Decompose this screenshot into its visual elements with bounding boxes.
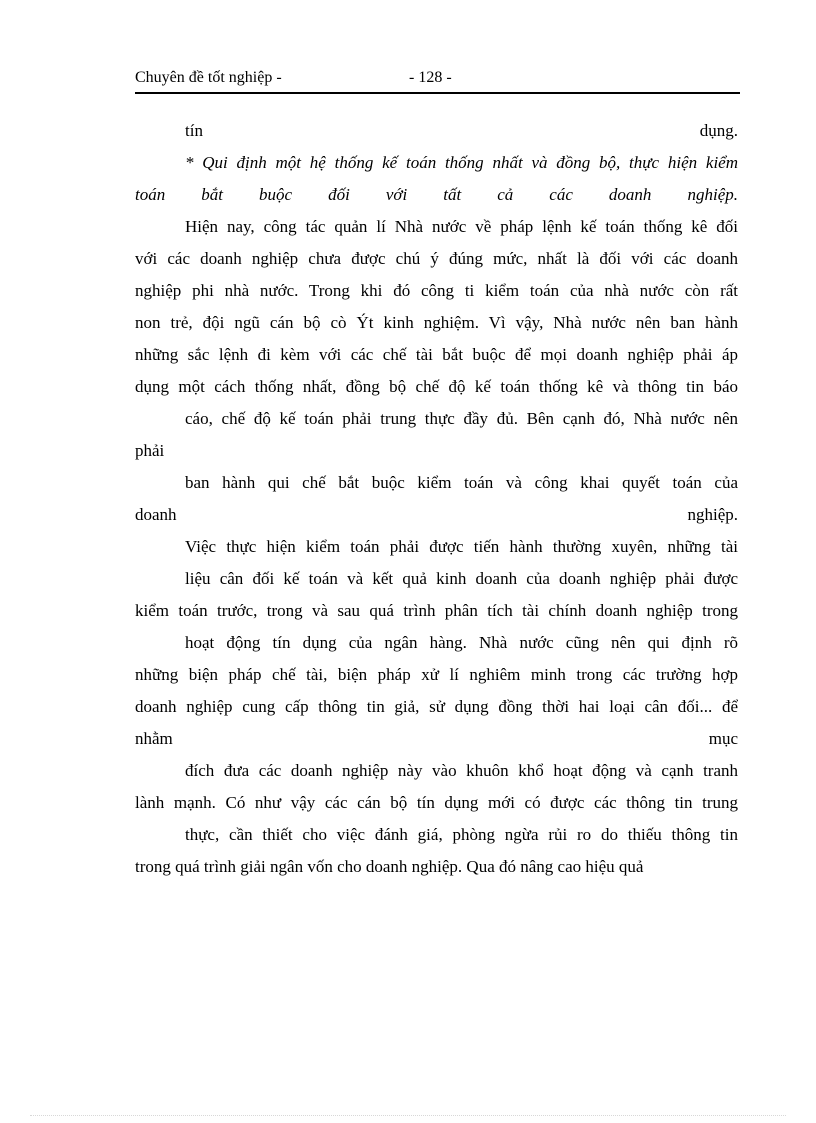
text-line: Việc thực hiện kiểm toán phải được tiến hành thường xuyên, những tài xyxy=(185,537,738,556)
text-line: doanh nghiệp cung cấp thông tin giả, sử dụng đồng thời hai loại cân đối... để xyxy=(135,697,738,716)
text-line: trong quá trình giải ngân vốn cho doanh nghiệp. Qua đó nâng cao hiệu quả xyxy=(135,857,644,876)
text-line xyxy=(135,115,738,147)
text-line: phải xyxy=(135,441,165,460)
text-line: liệu cân đối kế toán và kết quả kinh doanh của doanh nghiệp phải được xyxy=(185,569,738,588)
text-line xyxy=(135,723,738,755)
text-line: non trẻ, đội ngũ cán bộ cò Ýt kinh nghiệm. Vì vậy, Nhà nước nên ban hành xyxy=(135,313,738,332)
footer-divider xyxy=(30,1115,786,1116)
text-line: ban hành qui chế bắt buộc kiểm toán và công khai quyết toán của xyxy=(185,473,738,492)
text-line: kiểm toán trước, trong và sau quá trình phân tích tài chính doanh nghiệp trong xyxy=(135,601,738,620)
document-body xyxy=(135,115,738,883)
text-line: những sắc lệnh đi kèm với các chế tài bắt buộc để mọi doanh nghiệp phải áp xyxy=(135,345,738,364)
page-header xyxy=(135,66,740,94)
word-right: dụng. xyxy=(699,121,738,140)
text-line: nghiệp phi nhà nước. Trong khi đó công ti kiểm toán của nhà nước còn rất xyxy=(135,281,738,300)
text-line: dụng một cách thống nhất, đồng bộ chế độ kế toán thống kê và thông tin báo xyxy=(135,377,738,396)
text-line: hoạt động tín dụng của ngân hàng. Nhà nước cũng nên qui định rõ xyxy=(185,633,738,652)
page-number: - 128 - xyxy=(409,69,452,86)
header-title: Chuyên đề tốt nghiệp - xyxy=(135,69,282,86)
text-line: cáo, chế độ kế toán phải trung thực đầy đủ. Bên cạnh đó, Nhà nước nên xyxy=(185,409,738,428)
text-line: thực, cần thiết cho việc đánh giá, phòng ngừa rủi ro do thiếu thông tin xyxy=(185,825,738,844)
word-left: doanh xyxy=(135,505,177,524)
text-line: * Qui định một hệ thống kế toán thống nhất và đồng bộ, thực hiện kiểm xyxy=(185,153,738,172)
text-line: với các doanh nghiệp chưa được chú ý đúng mức, nhất là đối với các doanh xyxy=(135,249,738,268)
text-line xyxy=(135,499,738,531)
text-line: lành mạnh. Có như vậy các cán bộ tín dụng mới có được các thông tin trung xyxy=(135,793,738,812)
word-right: nghiệp. xyxy=(687,505,738,524)
text-line: đích đưa các doanh nghiệp này vào khuôn khổ hoạt động và cạnh tranh xyxy=(185,761,738,780)
text-line: toán bắt buộc đối với tất cả các doanh nghiệp. xyxy=(135,185,738,204)
word-right: mục xyxy=(708,729,738,748)
word-left: tín xyxy=(185,121,203,140)
text-line: những biện pháp chế tài, biện pháp xử lí nghiêm minh trong các trường hợp xyxy=(135,665,738,684)
word-left: nhằm xyxy=(135,729,173,748)
text-line: Hiện nay, công tác quản lí Nhà nước về pháp lệnh kế toán thống kê đối xyxy=(185,217,738,236)
